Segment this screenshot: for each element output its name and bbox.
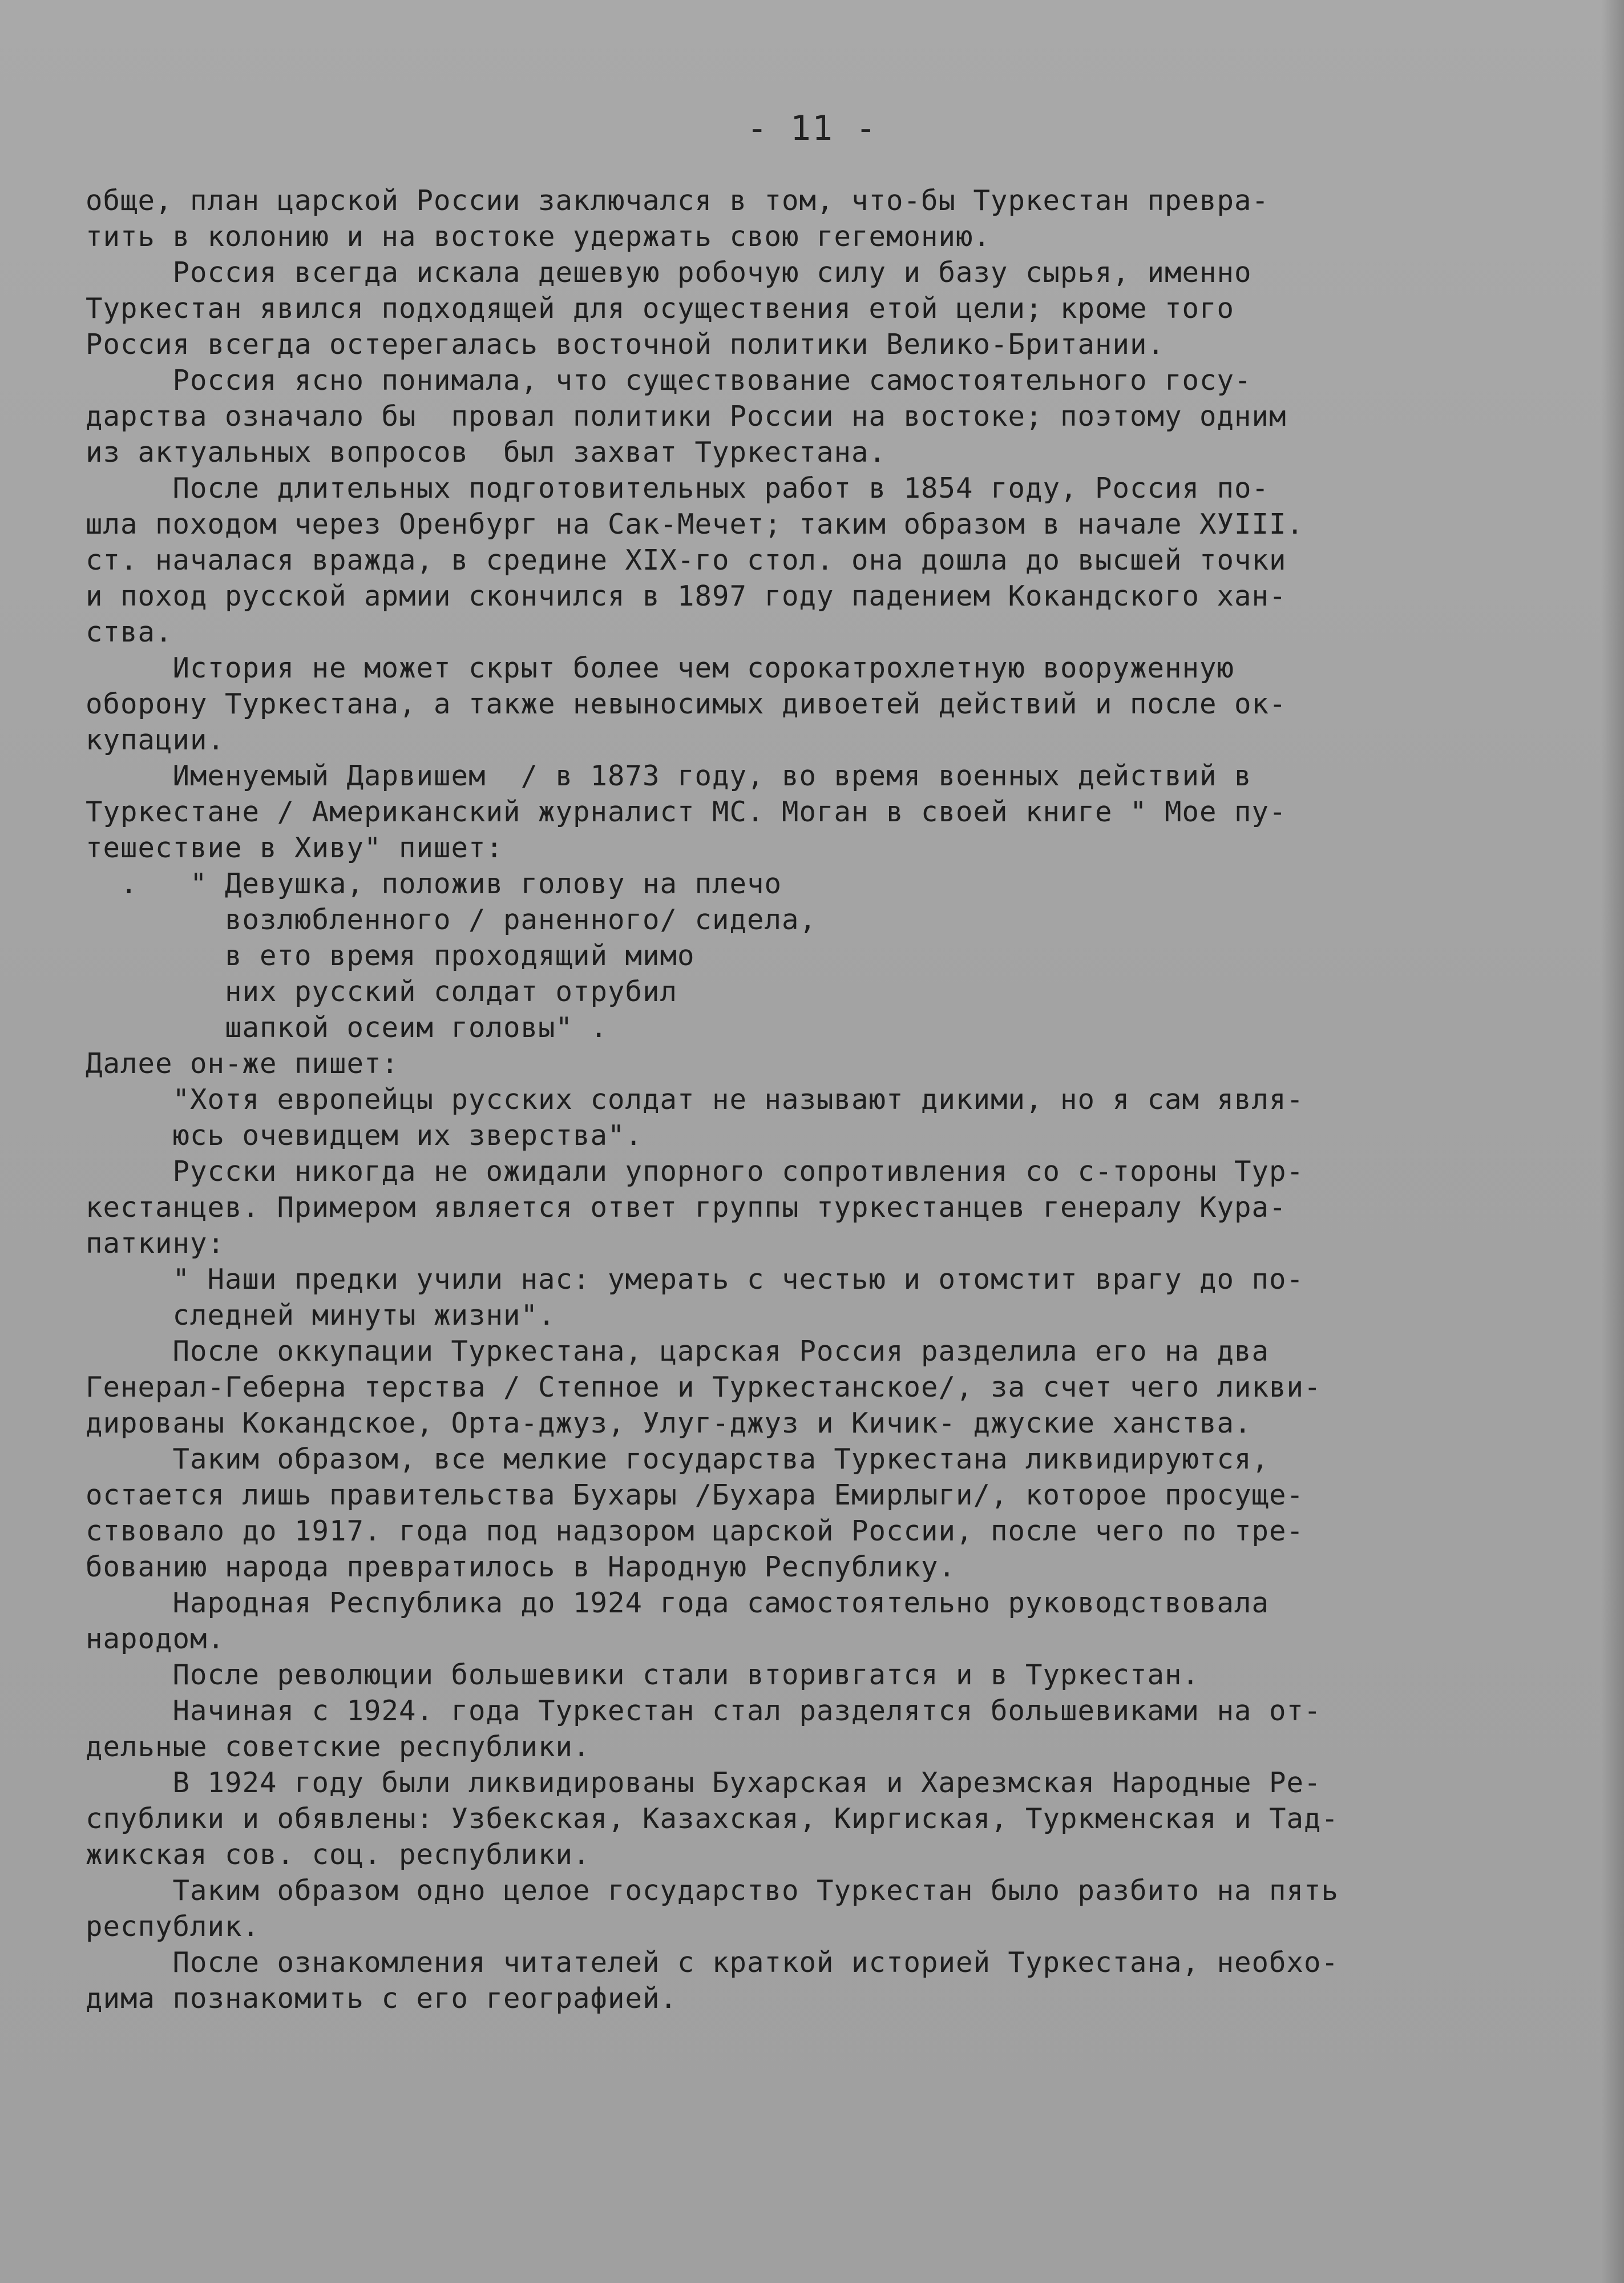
page-edge-shadow <box>1601 0 1624 2283</box>
text-line: дарства означало бы провал политики России на востоке; поэтому одним <box>86 400 1287 433</box>
text-line: дима познакомить с его географией. <box>86 1982 678 2015</box>
text-line: дельные советские республики. <box>86 1731 591 1763</box>
text-line: Туркестане / Американский журналист МС. Моган в своей книге " Мое пу- <box>86 796 1287 828</box>
quote-line: шапкой осеим головы" . <box>86 1011 608 1044</box>
text-line: остается лишь правительства Бухары /Бухара Емирлыги/, которое просуще- <box>86 1479 1304 1511</box>
text-line: Россия ясно понимала, что существование самостоятельного госу- <box>86 364 1252 397</box>
text-line: Россия всегда остерегалась восточной политики Велико-Британии. <box>86 328 1165 361</box>
quote-line: . " Девушка, положив голову на плечо <box>86 868 782 900</box>
text-line: спублики и обявлены: Узбекская, Казахская, Киргиская, Туркменская и Тад- <box>86 1802 1339 1835</box>
text-line: "Хотя европейцы русских солдат не называют дикими, но я сам явля- <box>86 1083 1304 1116</box>
text-line: Россия всегда искала дешевую робочую силу и базу сырья, именно <box>86 256 1252 289</box>
text-line: обще, план царской России заключался в том, что-бы Туркестан превра- <box>86 184 1270 217</box>
text-line: шла походом через Оренбург на Сак-Мечет; таким образом в начале ХУIII. <box>86 508 1304 541</box>
text-line: оборону Туркестана, а также невыносимых дивоетей действий и после ок- <box>86 688 1287 720</box>
text-line: республик. <box>86 1910 260 1943</box>
text-line: жикская сов. соц. республики. <box>86 1838 591 1871</box>
text-line: паткину: <box>86 1227 225 1260</box>
text-line: После революции большевики стали вторивгатся и в Туркестан. <box>86 1659 1200 1691</box>
text-line: ст. началася вражда, в средине XIX-го стол. она дошла до высшей точки <box>86 544 1287 576</box>
text-line: кестанцев. Примером является ответ группы туркестанцев генералу Кура- <box>86 1191 1287 1224</box>
text-line: следней минуты жизни". <box>86 1299 556 1332</box>
text-line: юсь очевидцем их зверства". <box>86 1119 643 1152</box>
text-line: После длительных подготовительных работ в 1854 году, Россия по- <box>86 472 1270 505</box>
text-line: ствовало до 1917. года под надзором царской России, после чего по тре- <box>86 1515 1304 1547</box>
text-line: ства. <box>86 616 173 648</box>
text-line: История не может скрыт более чем сорокатрохлетную вооруженную <box>86 652 1235 684</box>
text-line: Народная Республика до 1924 года самостоятельно руководствовала <box>86 1587 1270 1619</box>
text-line: Русски никогда не ожидали упорного сопротивления со с-тороны Тур- <box>86 1155 1304 1188</box>
text-line: тешествие в Хиву" пишет: <box>86 832 504 864</box>
text-line: купации. <box>86 724 225 756</box>
text-line: из актуальных вопросов был захват Туркестана. <box>86 436 887 469</box>
text-line: Туркестан явился подходящей для осуществения етой цели; кроме того <box>86 292 1235 325</box>
text-line: После оккупации Туркестана, царская Россия разделила его на два <box>86 1335 1270 1368</box>
text-line: Именуемый Дарвишем / в 1873 году, во время военных действий в <box>86 760 1252 792</box>
text-line: дированы Кокандское, Орта-джуз, Улуг-джуз и Кичик- джуские ханства. <box>86 1407 1252 1439</box>
text-line: Генерал-Геберна терства / Степное и Туркестанское/, за счет чего ликви- <box>86 1371 1322 1403</box>
text-line: бованию народа превратилось в Народную Республику. <box>86 1551 956 1583</box>
text-line: и поход русской армии скончился в 1897 году падением Кокандского хан- <box>86 580 1287 612</box>
text-line: народом. <box>86 1623 225 1655</box>
quote-line: них русский солдат отрубил <box>86 975 678 1008</box>
text-line: После ознакомления читателей с краткой историей Туркестана, необхо- <box>86 1946 1339 1979</box>
text-line: Таким образом, все мелкие государства Туркестана ликвидируются, <box>86 1443 1270 1475</box>
body-text <box>86 183 1592 2016</box>
text-line: тить в колонию и на востоке удержать свою гегемонию. <box>86 220 991 253</box>
text-line: Далее он-же пишет: <box>86 1047 399 1080</box>
page-number: - 11 - <box>746 108 878 148</box>
text-line: В 1924 году были ликвидированы Бухарская и Харезмская Народные Ре- <box>86 1766 1322 1799</box>
quote-line: в ето время проходящий мимо <box>86 939 695 972</box>
quote-line: возлюбленного / раненного/ сидела, <box>86 903 817 936</box>
text-line: Таким образом одно целое государство Туркестан было разбито на пять <box>86 1874 1339 1907</box>
text-line: Начиная с 1924. года Туркестан стал разделятся большевиками на от- <box>86 1695 1322 1727</box>
text-line: " Наши предки учили нас: умерать с честью и отомстит врагу до по- <box>86 1263 1304 1296</box>
